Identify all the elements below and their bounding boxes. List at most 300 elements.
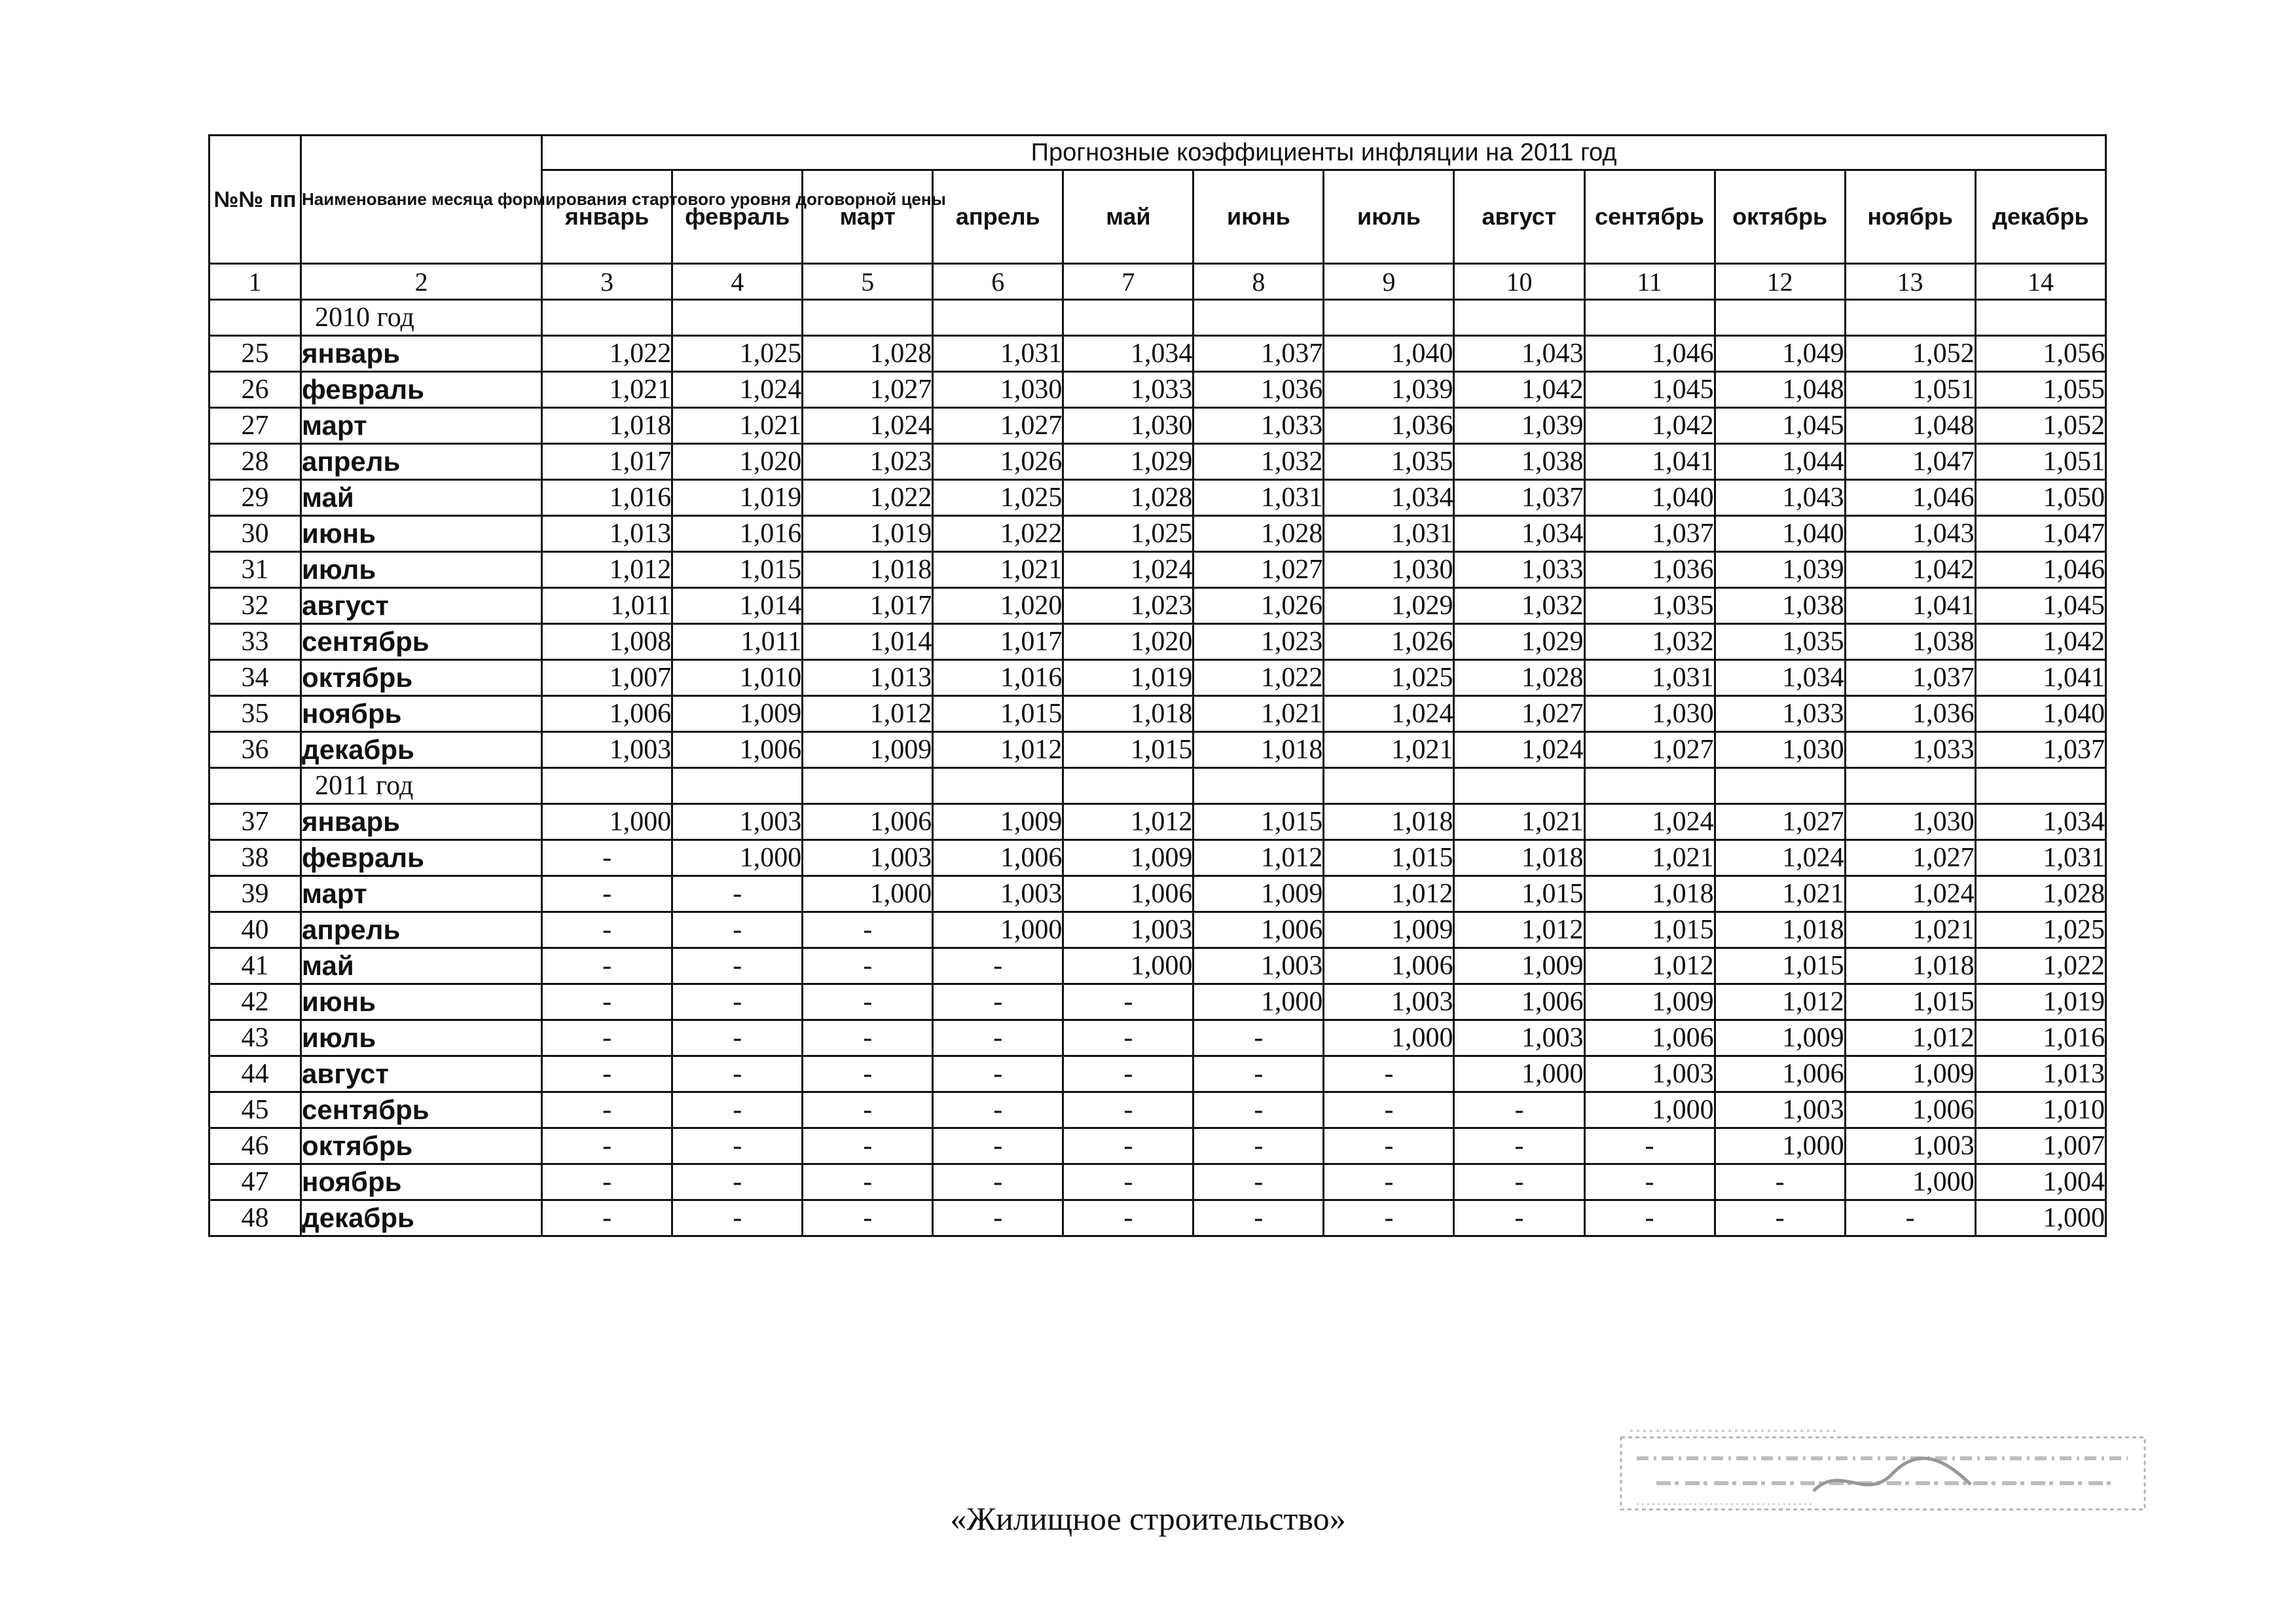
row-month-name: сентябрь [301, 1092, 542, 1128]
coefficient-cell: - [1845, 1200, 1975, 1236]
group-empty-cell [1063, 300, 1194, 336]
coefficient-cell: 1,017 [933, 624, 1063, 660]
row-month-name: март [301, 876, 542, 912]
coefficient-cell: - [672, 1056, 803, 1092]
coefficient-cell: 1,030 [1324, 552, 1454, 588]
inflation-coefficients-table [208, 134, 2107, 1237]
footer-title: «Жилищное строительство» [950, 1500, 1346, 1537]
coefficient-cell: 1,052 [1845, 336, 1975, 372]
coefficient-cell: 1,021 [672, 408, 803, 444]
group-empty-cell [542, 300, 672, 336]
coefficient-cell: 1,012 [803, 696, 933, 732]
coefficient-cell: - [542, 1164, 672, 1200]
coefficient-cell: 1,043 [1454, 336, 1584, 372]
coefficient-cell: - [803, 948, 933, 984]
row-month-name: май [301, 480, 542, 516]
coefficient-cell: 1,000 [803, 876, 933, 912]
coefficient-cell: 1,010 [672, 660, 803, 696]
coefficient-cell: 1,043 [1845, 516, 1975, 552]
row-number: 37 [210, 804, 301, 840]
coefficient-cell: 1,039 [1454, 408, 1584, 444]
coefficient-cell: 1,021 [1324, 732, 1454, 768]
coefficient-cell: - [933, 1092, 1063, 1128]
coefficient-cell: 1,021 [1845, 912, 1975, 948]
coefficient-cell: 1,000 [1324, 1020, 1454, 1056]
row-number: 28 [210, 444, 301, 480]
group-empty-cell [933, 768, 1063, 804]
coefficient-cell: 1,035 [1324, 444, 1454, 480]
coefficient-cell: 1,012 [1454, 912, 1584, 948]
coefficient-cell: 1,034 [1063, 336, 1194, 372]
coefficient-cell: 1,024 [1454, 732, 1584, 768]
coefficient-cell: 1,000 [933, 912, 1063, 948]
coefficient-cell: - [933, 1056, 1063, 1092]
column-index-cell: 2 [301, 264, 542, 300]
row-month-name: ноябрь [301, 696, 542, 732]
coefficient-cell: 1,024 [1845, 876, 1975, 912]
coefficient-cell: 1,015 [933, 696, 1063, 732]
row-number: 30 [210, 516, 301, 552]
table-row [210, 948, 2106, 984]
coefficient-cell: 1,017 [803, 588, 933, 624]
coefficient-cell: 1,018 [1715, 912, 1845, 948]
coefficient-cell: - [933, 984, 1063, 1020]
coefficient-cell: 1,016 [672, 516, 803, 552]
header-month: сентябрь [1584, 170, 1715, 264]
coefficient-cell: - [672, 1128, 803, 1164]
coefficient-cell: 1,039 [1715, 552, 1845, 588]
group-empty-cell [1454, 768, 1584, 804]
coefficient-cell: 1,016 [1975, 1020, 2105, 1056]
coefficient-cell: 1,033 [1845, 732, 1975, 768]
coefficient-cell: 1,022 [1975, 948, 2105, 984]
group-num-cell [210, 768, 301, 804]
row-month-name: июль [301, 1020, 542, 1056]
coefficient-cell: 1,003 [1194, 948, 1324, 984]
year-group-row [210, 300, 2106, 336]
coefficient-cell: - [672, 984, 803, 1020]
coefficient-cell: - [542, 840, 672, 876]
coefficient-cell: 1,035 [1584, 588, 1715, 624]
coefficient-cell: 1,046 [1975, 552, 2105, 588]
coefficient-cell: - [803, 1020, 933, 1056]
coefficient-cell: 1,030 [1715, 732, 1845, 768]
coefficient-cell: 1,029 [1454, 624, 1584, 660]
coefficient-cell: 1,011 [672, 624, 803, 660]
coefficient-cell: 1,006 [1324, 948, 1454, 984]
row-number: 42 [210, 984, 301, 1020]
coefficient-cell: 1,000 [1584, 1092, 1715, 1128]
coefficient-cell: 1,017 [542, 444, 672, 480]
group-empty-cell [1975, 300, 2105, 336]
row-month-name: апрель [301, 444, 542, 480]
row-number: 36 [210, 732, 301, 768]
coefficient-cell: - [672, 1092, 803, 1128]
coefficient-cell: - [933, 948, 1063, 984]
header-group-title: Прогнозные коэффициенты инфляции на 2011 год [542, 136, 2106, 170]
row-month-name: июнь [301, 516, 542, 552]
row-number: 38 [210, 840, 301, 876]
group-empty-cell [1324, 768, 1454, 804]
coefficient-cell: 1,021 [542, 372, 672, 408]
coefficient-cell: 1,018 [1845, 948, 1975, 984]
coefficient-cell: - [1063, 1128, 1194, 1164]
coefficient-cell: 1,028 [1063, 480, 1194, 516]
coefficient-cell: 1,031 [1324, 516, 1454, 552]
row-number: 40 [210, 912, 301, 948]
coefficient-cell: 1,024 [1324, 696, 1454, 732]
coefficient-cell: 1,023 [1194, 624, 1324, 660]
coefficient-cell: 1,009 [1584, 984, 1715, 1020]
coefficient-cell: 1,007 [542, 660, 672, 696]
coefficient-cell: 1,051 [1845, 372, 1975, 408]
coefficient-cell: - [1324, 1164, 1454, 1200]
coefficient-cell: 1,041 [1584, 444, 1715, 480]
coefficient-cell: - [542, 1020, 672, 1056]
year-group-label: 2011 год [301, 768, 542, 804]
coefficient-cell: 1,015 [1454, 876, 1584, 912]
coefficient-cell: 1,000 [1845, 1164, 1975, 1200]
group-empty-cell [672, 768, 803, 804]
coefficient-cell: - [803, 1128, 933, 1164]
coefficient-cell: - [672, 1200, 803, 1236]
row-number: 27 [210, 408, 301, 444]
row-number: 48 [210, 1200, 301, 1236]
group-empty-cell [1063, 768, 1194, 804]
column-index-cell: 8 [1194, 264, 1324, 300]
coefficient-cell: 1,024 [1584, 804, 1715, 840]
column-index-cell: 11 [1584, 264, 1715, 300]
coefficient-cell: 1,009 [1324, 912, 1454, 948]
coefficient-cell: 1,012 [1584, 948, 1715, 984]
table-row [210, 732, 2106, 768]
coefficient-cell: - [933, 1200, 1063, 1236]
coefficient-cell: 1,012 [933, 732, 1063, 768]
table-row [210, 876, 2106, 912]
group-empty-cell [1845, 300, 1975, 336]
coefficient-cell: - [1194, 1128, 1324, 1164]
coefficient-cell: 1,006 [542, 696, 672, 732]
coefficient-cell: - [933, 1020, 1063, 1056]
row-month-name: апрель [301, 912, 542, 948]
coefficient-cell: 1,011 [542, 588, 672, 624]
column-index-cell: 9 [1324, 264, 1454, 300]
coefficient-cell: 1,000 [672, 840, 803, 876]
table-row [210, 516, 2106, 552]
year-group-label: 2010 год [301, 300, 542, 336]
coefficient-cell: - [803, 1092, 933, 1128]
coefficient-cell: 1,034 [1975, 804, 2105, 840]
coefficient-cell: - [1194, 1200, 1324, 1236]
row-month-name: октябрь [301, 1128, 542, 1164]
header-month: декабрь [1975, 170, 2105, 264]
group-empty-cell [933, 300, 1063, 336]
coefficient-cell: 1,023 [1063, 588, 1194, 624]
coefficient-cell: - [542, 984, 672, 1020]
coefficient-cell: - [1063, 1092, 1194, 1128]
coefficient-cell: 1,020 [672, 444, 803, 480]
coefficient-cell: 1,048 [1715, 372, 1845, 408]
group-empty-cell [803, 768, 933, 804]
coefficient-cell: 1,015 [672, 552, 803, 588]
row-number: 33 [210, 624, 301, 660]
coefficient-cell: 1,020 [1063, 624, 1194, 660]
coefficient-cell: 1,016 [933, 660, 1063, 696]
coefficient-cell: 1,038 [1715, 588, 1845, 624]
table-row [210, 444, 2106, 480]
table-row [210, 912, 2106, 948]
column-index-cell: 10 [1454, 264, 1584, 300]
coefficient-cell: 1,028 [1975, 876, 2105, 912]
coefficient-cell: 1,006 [1454, 984, 1584, 1020]
group-empty-cell [1715, 300, 1845, 336]
table-row [210, 840, 2106, 876]
column-index-cell: 12 [1715, 264, 1845, 300]
coefficient-cell: 1,037 [1584, 516, 1715, 552]
coefficient-cell: 1,028 [1454, 660, 1584, 696]
table-row [210, 552, 2106, 588]
column-index-cell: 14 [1975, 264, 2105, 300]
coefficient-cell: - [1584, 1164, 1715, 1200]
coefficient-cell: 1,039 [1324, 372, 1454, 408]
coefficient-cell: - [1584, 1128, 1715, 1164]
header-month: апрель [933, 170, 1063, 264]
group-empty-cell [1454, 300, 1584, 336]
coefficient-cell: 1,027 [1715, 804, 1845, 840]
coefficient-cell: 1,030 [1063, 408, 1194, 444]
coefficient-cell: 1,028 [1194, 516, 1324, 552]
coefficient-cell: 1,003 [1324, 984, 1454, 1020]
row-month-name: май [301, 948, 542, 984]
table-body [210, 264, 2106, 1236]
coefficient-cell: - [672, 912, 803, 948]
coefficient-cell: 1,027 [1845, 840, 1975, 876]
coefficient-cell: 1,042 [1584, 408, 1715, 444]
coefficient-cell: - [803, 984, 933, 1020]
coefficient-cell: 1,024 [803, 408, 933, 444]
coefficient-cell: 1,018 [1454, 840, 1584, 876]
coefficient-cell: 1,046 [1845, 480, 1975, 516]
coefficient-cell: 1,030 [933, 372, 1063, 408]
table-header [210, 136, 2106, 264]
row-month-name: декабрь [301, 732, 542, 768]
coefficient-cell: 1,006 [803, 804, 933, 840]
coefficient-cell: 1,012 [1324, 876, 1454, 912]
coefficient-cell: 1,031 [1584, 660, 1715, 696]
coefficient-cell: 1,016 [542, 480, 672, 516]
coefficient-cell: 1,034 [1715, 660, 1845, 696]
coefficient-cell: 1,040 [1715, 516, 1845, 552]
coefficient-cell: 1,021 [933, 552, 1063, 588]
coefficient-cell: 1,042 [1975, 624, 2105, 660]
row-month-name: февраль [301, 372, 542, 408]
coefficient-cell: 1,029 [1324, 588, 1454, 624]
group-empty-cell [1845, 768, 1975, 804]
coefficient-cell: 1,020 [933, 588, 1063, 624]
coefficient-cell: - [1194, 1020, 1324, 1056]
coefficient-cell: 1,013 [1975, 1056, 2105, 1092]
coefficient-cell: 1,042 [1845, 552, 1975, 588]
coefficient-cell: 1,012 [1845, 1020, 1975, 1056]
coefficient-cell: 1,019 [672, 480, 803, 516]
coefficient-cell: 1,009 [803, 732, 933, 768]
coefficient-cell: 1,031 [1194, 480, 1324, 516]
header-month: март [803, 170, 933, 264]
group-empty-cell [542, 768, 672, 804]
coefficient-cell: 1,021 [1715, 876, 1845, 912]
coefficient-cell: - [1584, 1200, 1715, 1236]
coefficient-cell: - [542, 1128, 672, 1164]
coefficient-cell: 1,006 [672, 732, 803, 768]
coefficient-cell: 1,009 [933, 804, 1063, 840]
group-empty-cell [1324, 300, 1454, 336]
group-empty-cell [1194, 300, 1324, 336]
coefficient-cell: 1,043 [1715, 480, 1845, 516]
row-month-name: февраль [301, 840, 542, 876]
coefficient-cell: 1,033 [1063, 372, 1194, 408]
coefficient-cell: - [1324, 1200, 1454, 1236]
coefficient-cell: 1,012 [1194, 840, 1324, 876]
coefficient-cell: 1,040 [1975, 696, 2105, 732]
row-month-name: январь [301, 336, 542, 372]
coefficient-cell: - [803, 1164, 933, 1200]
coefficient-cell: 1,009 [1194, 876, 1324, 912]
coefficient-cell: 1,007 [1975, 1128, 2105, 1164]
table-row [210, 1020, 2106, 1056]
coefficient-cell: 1,009 [1063, 840, 1194, 876]
table-row [210, 1092, 2106, 1128]
coefficient-cell: 1,025 [1975, 912, 2105, 948]
coefficient-cell: 1,055 [1975, 372, 2105, 408]
coefficient-cell: 1,000 [1194, 984, 1324, 1020]
row-number: 29 [210, 480, 301, 516]
coefficient-cell: - [542, 876, 672, 912]
coefficient-cell: 1,013 [803, 660, 933, 696]
coefficient-cell: 1,038 [1845, 624, 1975, 660]
coefficient-cell: 1,021 [1454, 804, 1584, 840]
header-month: январь [542, 170, 672, 264]
coefficient-cell: 1,015 [1194, 804, 1324, 840]
row-number: 34 [210, 660, 301, 696]
coefficient-cell: 1,009 [1845, 1056, 1975, 1092]
coefficient-cell: 1,022 [1194, 660, 1324, 696]
coefficient-cell: 1,032 [1584, 624, 1715, 660]
coefficient-cell: 1,000 [1715, 1128, 1845, 1164]
coefficient-cell: 1,018 [1063, 696, 1194, 732]
row-month-name: октябрь [301, 660, 542, 696]
header-month: май [1063, 170, 1194, 264]
row-number: 43 [210, 1020, 301, 1056]
coefficient-cell: 1,036 [1584, 552, 1715, 588]
coefficient-cell: - [1715, 1200, 1845, 1236]
column-index-cell: 5 [803, 264, 933, 300]
coefficient-cell: 1,033 [1194, 408, 1324, 444]
header-month: февраль [672, 170, 803, 264]
coefficient-cell: 1,012 [1715, 984, 1845, 1020]
coefficient-cell: 1,044 [1715, 444, 1845, 480]
coefficient-cell: 1,015 [1584, 912, 1715, 948]
coefficient-cell: 1,006 [1194, 912, 1324, 948]
header-month-name: Наименование месяца формирования стартового уровня договорной цены [301, 136, 542, 264]
coefficient-cell: - [542, 948, 672, 984]
column-index-cell: 6 [933, 264, 1063, 300]
coefficient-cell: 1,003 [672, 804, 803, 840]
coefficient-cell: 1,006 [1715, 1056, 1845, 1092]
coefficient-cell: 1,003 [1584, 1056, 1715, 1092]
coefficient-cell: 1,009 [1454, 948, 1584, 984]
coefficient-cell: - [1324, 1092, 1454, 1128]
coefficient-cell: 1,040 [1324, 336, 1454, 372]
group-empty-cell [672, 300, 803, 336]
column-index-cell: 13 [1845, 264, 1975, 300]
coefficient-cell: 1,022 [803, 480, 933, 516]
coefficient-cell: 1,041 [1975, 660, 2105, 696]
coefficient-cell: 1,042 [1454, 372, 1584, 408]
table-row [210, 984, 2106, 1020]
coefficient-cell: 1,015 [1324, 840, 1454, 876]
table-row [210, 696, 2106, 732]
coefficient-cell: 1,031 [1975, 840, 2105, 876]
row-month-name: январь [301, 804, 542, 840]
column-index-cell: 1 [210, 264, 301, 300]
coefficient-cell: - [542, 1056, 672, 1092]
year-group-row [210, 768, 2106, 804]
coefficient-cell: 1,004 [1975, 1164, 2105, 1200]
header-row-number: №№ пп [210, 136, 301, 264]
header-month: октябрь [1715, 170, 1845, 264]
coefficient-cell: - [803, 1056, 933, 1092]
column-index-row [210, 264, 2106, 300]
row-number: 41 [210, 948, 301, 984]
coefficient-cell: - [1715, 1164, 1845, 1200]
coefficient-cell: 1,045 [1715, 408, 1845, 444]
coefficient-cell: - [672, 876, 803, 912]
coefficient-cell: 1,003 [1063, 912, 1194, 948]
row-number: 26 [210, 372, 301, 408]
row-month-name: июль [301, 552, 542, 588]
table-row [210, 1200, 2106, 1236]
coefficient-cell: 1,045 [1975, 588, 2105, 624]
row-number: 32 [210, 588, 301, 624]
coefficient-cell: 1,025 [1324, 660, 1454, 696]
table-row [210, 624, 2106, 660]
row-number: 39 [210, 876, 301, 912]
coefficient-cell: - [1194, 1056, 1324, 1092]
coefficient-cell: 1,015 [1715, 948, 1845, 984]
coefficient-cell: 1,026 [1324, 624, 1454, 660]
coefficient-cell: 1,041 [1845, 588, 1975, 624]
coefficient-cell: - [672, 948, 803, 984]
coefficient-cell: 1,006 [1063, 876, 1194, 912]
coefficient-cell: - [1063, 1056, 1194, 1092]
coefficient-cell: 1,006 [1845, 1092, 1975, 1128]
header-month: август [1454, 170, 1584, 264]
coefficient-cell: 1,036 [1194, 372, 1324, 408]
coefficient-cell: 1,037 [1975, 732, 2105, 768]
coefficient-cell: - [1063, 1164, 1194, 1200]
header-month: ноябрь [1845, 170, 1975, 264]
row-number: 45 [210, 1092, 301, 1128]
coefficient-cell: 1,023 [803, 444, 933, 480]
coefficient-cell: 1,026 [933, 444, 1063, 480]
coefficient-cell: 1,047 [1845, 444, 1975, 480]
coefficient-cell: - [933, 1128, 1063, 1164]
coefficient-cell: 1,021 [1584, 840, 1715, 876]
group-num-cell [210, 300, 301, 336]
table-row [210, 372, 2106, 408]
coefficient-cell: - [1324, 1128, 1454, 1164]
row-number: 35 [210, 696, 301, 732]
